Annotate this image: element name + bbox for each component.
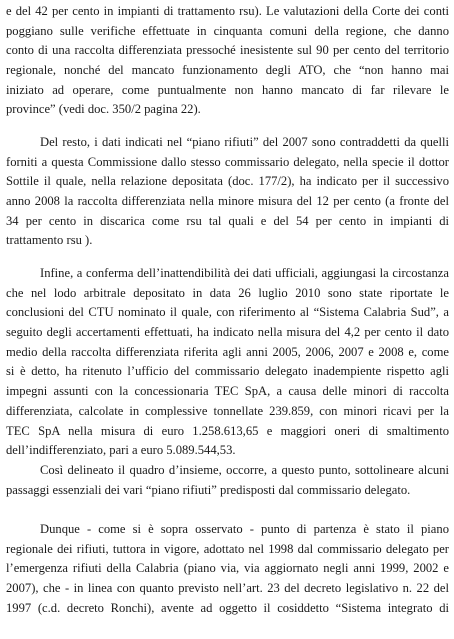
text-line: differenziata, calcolate in complessive tonnellate 239.859, con minori ricavi per la bbox=[6, 403, 449, 418]
text-line: forniti a questa Commissione dallo stesso commissario delegato, nella specie il dottor bbox=[6, 154, 449, 169]
text-line: Del resto, i dati indicati nel “piano rifiuti” del 2007 sono contraddetti da quelli bbox=[40, 135, 449, 149]
text-line: seguito degli accertamenti effettuati, ha indicato nella misura del 4,2 per cento il dato bbox=[6, 325, 449, 340]
text-line: conto di una raccolta differenziata pressoché inesistente sul 90 per cento del territorio bbox=[6, 43, 449, 58]
text-line: medio della raccolta differenziata riferita agli anni 2005, 2006, 2007 e 2008 e, come bbox=[6, 344, 449, 359]
text-line: regionale dei rifiuti, tuttora in vigore, adottato nel 1998 dal commissario delegato per bbox=[6, 541, 449, 556]
text-line: province” (vedi doc. 350/2 pagina 22). bbox=[6, 102, 201, 117]
text-line: si è detto, ha ritenuto l’ufficio del commissario delegato inadempiente rispetto agli bbox=[6, 364, 449, 379]
text-line: 1997 (c.d. decreto Ronchi), avente ad oggetto il cosiddetto “Sistema integrato di bbox=[6, 600, 449, 615]
text-line: trattamento rsu ). bbox=[6, 233, 93, 248]
text-line: Così delineato il quadro d’insieme, occorre, a questo punto, sottolineare alcuni bbox=[40, 463, 449, 477]
text-line: passaggi essenziali dei vari “piano rifiuti” predisposti dal commissario delegato. bbox=[6, 482, 411, 497]
text-line: iniziato ad operare, come puntualmente non hanno mancato di far rilevare le bbox=[6, 82, 449, 97]
text-line: poggiano sulle verifiche effettuate in cinquanta comuni della regione, che danno bbox=[6, 23, 449, 38]
text-line: l’emergenza rifiuti della Calabria (piano via, via aggiornato negli anni 1999, 2002 e bbox=[6, 561, 449, 576]
text-line: impegni assunti con la concessionaria TEC SpA, a causa delle minori di raccolta bbox=[6, 384, 449, 399]
paragraph-1 bbox=[0, 2, 454, 120]
paragraph-3 bbox=[0, 264, 454, 461]
text-line: conclusioni del CTU nominato il quale, con riferimento al “Sistema Calabria Sud”, a bbox=[6, 305, 449, 320]
text-line: Dunque - come si è sopra osservato - punto di partenza è stato il piano bbox=[40, 522, 449, 536]
paragraph-4 bbox=[0, 461, 454, 500]
text-line: che nel lodo arbitrale depositato in data 26 luglio 2010 sono state riportate le bbox=[6, 285, 449, 300]
paragraph-5 bbox=[0, 520, 454, 618]
text-line: 2007), che - in linea con quanto previsto nell’art. 23 del decreto legislativo n. 22 del bbox=[6, 581, 449, 596]
text-line: Sottile il quale, nella relazione depositata (doc. 177/2), ha indicato per il successivo bbox=[6, 174, 449, 189]
paragraph-2 bbox=[0, 133, 454, 251]
text-line: regionale, nonché del mancato funzionamento degli ATO, che “non hanno mai bbox=[6, 63, 449, 78]
text-line: TEC SpA nella misura di euro 1.258.613,65 e maggiori oneri di smaltimento bbox=[6, 423, 449, 438]
text-line: 34 per cento in discarica come rsu tal quali e del 54 per cento in impianti di bbox=[6, 213, 449, 228]
text-line: e del 42 per cento in impianti di trattamento rsu). Le valutazioni della Corte dei conti bbox=[6, 4, 449, 18]
text-line: anno 2008 la raccolta differenziata nella minore misura del 12 per cento (a fronte del bbox=[6, 194, 449, 209]
text-line: Infine, a conferma dell’inattendibilità dei dati ufficiali, aggiungasi la circostanza bbox=[40, 266, 449, 280]
text-line: dell’indifferenziato, pari a euro 5.089.544,53. bbox=[6, 443, 236, 458]
